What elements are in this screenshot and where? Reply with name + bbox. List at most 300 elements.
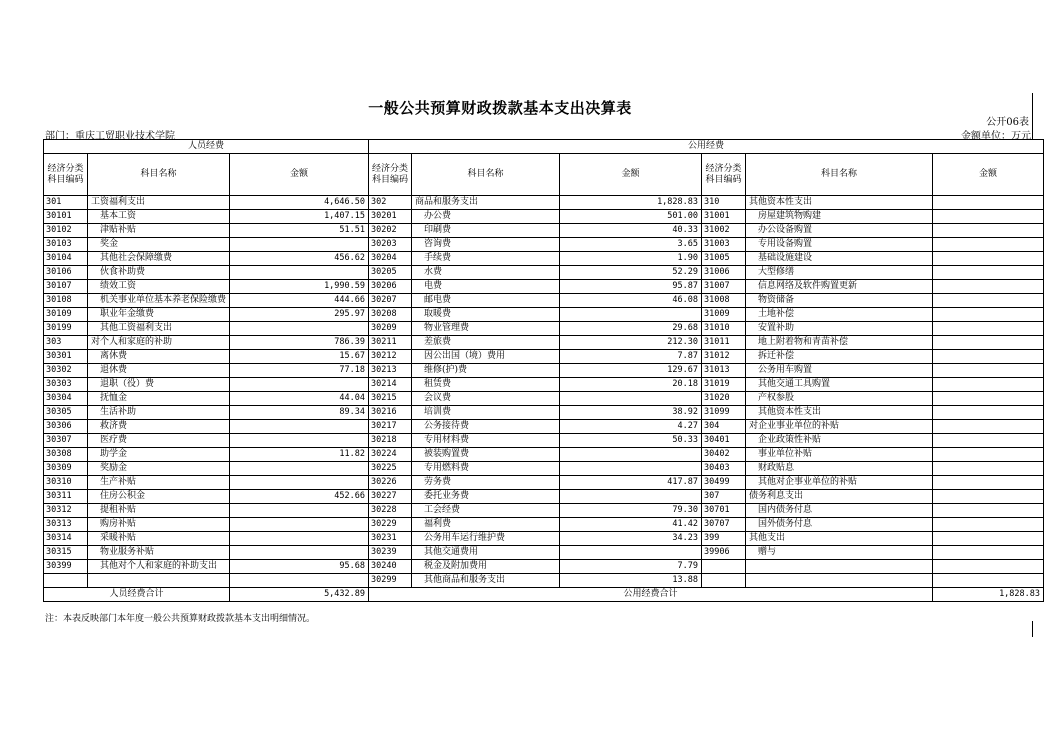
public-b-code-cell: 39906 xyxy=(702,546,746,560)
public-a-amount-cell: 7.87 xyxy=(560,350,702,364)
personnel-code-cell: 30102 xyxy=(44,224,88,238)
public-b-amount-cell xyxy=(933,224,1044,238)
header-amount: 金额 xyxy=(230,154,369,196)
public-a-name-cell: 差旅费 xyxy=(412,336,560,350)
public-a-amount-cell xyxy=(560,392,702,406)
personnel-code-cell: 30303 xyxy=(44,378,88,392)
public-b-code-cell xyxy=(702,574,746,588)
public-a-code-cell: 30202 xyxy=(369,224,412,238)
public-a-amount-cell: 41.42 xyxy=(560,518,702,532)
personnel-code-cell: 30103 xyxy=(44,238,88,252)
public-b-amount-cell xyxy=(933,574,1044,588)
public-b-amount-cell xyxy=(933,378,1044,392)
personnel-amount-cell xyxy=(230,420,369,434)
form-number: 公开06表 xyxy=(986,117,1029,128)
public-b-amount-cell xyxy=(933,406,1044,420)
personnel-code-cell: 30315 xyxy=(44,546,88,560)
public-a-amount-cell: 212.30 xyxy=(560,336,702,350)
personnel-code-cell: 30107 xyxy=(44,280,88,294)
table-row xyxy=(44,196,1044,210)
header-name: 科目名称 xyxy=(412,154,560,196)
public-a-amount-cell: 13.88 xyxy=(560,574,702,588)
public-b-amount-cell xyxy=(933,504,1044,518)
public-a-code-cell: 30217 xyxy=(369,420,412,434)
public-b-name-cell: 土地补偿 xyxy=(746,308,933,322)
personnel-name-cell: 采暖补贴 xyxy=(88,532,230,546)
public-a-amount-cell: 50.33 xyxy=(560,434,702,448)
public-b-name-cell: 办公设备购置 xyxy=(746,224,933,238)
table-row xyxy=(44,420,1044,434)
public-b-amount-cell xyxy=(933,532,1044,546)
column-header-row xyxy=(44,154,1044,196)
public-b-code-cell: 304 xyxy=(702,420,746,434)
public-b-amount-cell xyxy=(933,196,1044,210)
personnel-name-cell: 生活补助 xyxy=(88,406,230,420)
public-a-amount-cell: 79.30 xyxy=(560,504,702,518)
page-title: 一般公共预算财政拨款基本支出决算表 xyxy=(368,99,632,117)
public-b-code-cell: 31002 xyxy=(702,224,746,238)
personnel-code-cell: 30307 xyxy=(44,434,88,448)
public-b-name-cell xyxy=(746,574,933,588)
personnel-name-cell: 医疗费 xyxy=(88,434,230,448)
public-b-amount-cell xyxy=(933,434,1044,448)
public-b-code-cell: 31008 xyxy=(702,294,746,308)
personnel-total-label: 人员经费合计 xyxy=(44,588,230,602)
table-row xyxy=(44,224,1044,238)
personnel-amount-cell xyxy=(230,532,369,546)
public-b-amount-cell xyxy=(933,392,1044,406)
public-b-amount-cell xyxy=(933,364,1044,378)
public-b-code-cell: 31013 xyxy=(702,364,746,378)
public-b-name-cell: 信息网络及软件购置更新 xyxy=(746,280,933,294)
table-row xyxy=(44,378,1044,392)
public-b-amount-cell xyxy=(933,420,1044,434)
public-b-name-cell: 企业政策性补贴 xyxy=(746,434,933,448)
personnel-code-cell: 303 xyxy=(44,336,88,350)
public-a-amount-cell: 20.18 xyxy=(560,378,702,392)
public-a-amount-cell xyxy=(560,490,702,504)
public-a-code-cell: 30231 xyxy=(369,532,412,546)
public-a-amount-cell: 3.65 xyxy=(560,238,702,252)
public-a-code-cell: 30203 xyxy=(369,238,412,252)
table-row xyxy=(44,504,1044,518)
header-amount: 金额 xyxy=(560,154,702,196)
public-a-name-cell: 维修(护)费 xyxy=(412,364,560,378)
public-b-name-cell: 安置补助 xyxy=(746,322,933,336)
personnel-name-cell xyxy=(88,574,230,588)
public-a-code-cell: 30213 xyxy=(369,364,412,378)
table-row xyxy=(44,238,1044,252)
public-a-code-cell: 30216 xyxy=(369,406,412,420)
public-a-amount-cell: 52.29 xyxy=(560,266,702,280)
table-row xyxy=(44,448,1044,462)
personnel-code-cell: 30304 xyxy=(44,392,88,406)
public-a-amount-cell: 4.27 xyxy=(560,420,702,434)
personnel-amount-cell: 4,646.50 xyxy=(230,196,369,210)
table-row xyxy=(44,434,1044,448)
personnel-name-cell: 其他对个人和家庭的补助支出 xyxy=(88,560,230,574)
public-b-code-cell: 31010 xyxy=(702,322,746,336)
public-a-code-cell: 30208 xyxy=(369,308,412,322)
personnel-name-cell: 救济费 xyxy=(88,420,230,434)
public-a-name-cell: 电费 xyxy=(412,280,560,294)
public-a-code-cell: 30204 xyxy=(369,252,412,266)
personnel-code-cell: 301 xyxy=(44,196,88,210)
public-a-code-cell: 30207 xyxy=(369,294,412,308)
public-b-name-cell: 物资储备 xyxy=(746,294,933,308)
public-b-amount-cell xyxy=(933,546,1044,560)
public-b-amount-cell xyxy=(933,490,1044,504)
public-b-name-cell: 其他资本性支出 xyxy=(746,196,933,210)
public-b-amount-cell xyxy=(933,294,1044,308)
personnel-name-cell: 退休费 xyxy=(88,364,230,378)
personnel-name-cell: 对个人和家庭的补助 xyxy=(88,336,230,350)
table-row xyxy=(44,406,1044,420)
personnel-name-cell: 津贴补贴 xyxy=(88,224,230,238)
public-b-code-cell: 30499 xyxy=(702,476,746,490)
personnel-code-cell: 30306 xyxy=(44,420,88,434)
public-a-amount-cell xyxy=(560,448,702,462)
public-b-amount-cell xyxy=(933,462,1044,476)
personnel-amount-cell: 295.97 xyxy=(230,308,369,322)
public-b-name-cell xyxy=(746,560,933,574)
table-row xyxy=(44,476,1044,490)
public-a-amount-cell: 46.08 xyxy=(560,294,702,308)
public-total-label: 公用经费合计 xyxy=(369,588,933,602)
public-a-code-cell: 30229 xyxy=(369,518,412,532)
public-a-code-cell: 30239 xyxy=(369,546,412,560)
public-a-code-cell: 30214 xyxy=(369,378,412,392)
header-amount: 金额 xyxy=(933,154,1044,196)
public-a-amount-cell xyxy=(560,462,702,476)
personnel-code-cell: 30108 xyxy=(44,294,88,308)
public-b-name-cell: 大型修缮 xyxy=(746,266,933,280)
table-row xyxy=(44,252,1044,266)
personnel-name-cell: 离休费 xyxy=(88,350,230,364)
public-b-name-cell: 国外债务付息 xyxy=(746,518,933,532)
public-b-amount-cell xyxy=(933,322,1044,336)
personnel-code-cell: 30312 xyxy=(44,504,88,518)
public-b-amount-cell xyxy=(933,238,1044,252)
personnel-name-cell: 其他工资福利支出 xyxy=(88,322,230,336)
table-row xyxy=(44,574,1044,588)
public-b-code-cell: 399 xyxy=(702,532,746,546)
header-name: 科目名称 xyxy=(746,154,933,196)
public-a-name-cell: 福利费 xyxy=(412,518,560,532)
public-b-name-cell: 对企业事业单位的补贴 xyxy=(746,420,933,434)
personnel-code-cell: 30311 xyxy=(44,490,88,504)
table-row xyxy=(44,294,1044,308)
personnel-name-cell: 生产补贴 xyxy=(88,476,230,490)
table-row xyxy=(44,350,1044,364)
table-row xyxy=(44,392,1044,406)
public-a-name-cell: 邮电费 xyxy=(412,294,560,308)
public-a-name-cell: 工会经费 xyxy=(412,504,560,518)
public-b-code-cell: 31012 xyxy=(702,350,746,364)
public-b-amount-cell xyxy=(933,518,1044,532)
public-a-code-cell: 30226 xyxy=(369,476,412,490)
header-code: 经济分类科目编码 xyxy=(702,154,746,196)
public-b-name-cell: 其他支出 xyxy=(746,532,933,546)
personnel-amount-cell: 11.82 xyxy=(230,448,369,462)
public-a-code-cell: 30299 xyxy=(369,574,412,588)
public-a-amount-cell: 1.90 xyxy=(560,252,702,266)
public-a-amount-cell: 38.92 xyxy=(560,406,702,420)
public-a-amount-cell: 95.87 xyxy=(560,280,702,294)
personnel-code-cell: 30101 xyxy=(44,210,88,224)
personnel-amount-cell xyxy=(230,518,369,532)
personnel-amount-cell: 95.68 xyxy=(230,560,369,574)
public-b-amount-cell xyxy=(933,252,1044,266)
personnel-amount-cell: 44.04 xyxy=(230,392,369,406)
public-a-name-cell: 劳务费 xyxy=(412,476,560,490)
page-edge-line xyxy=(1032,621,1033,637)
public-b-code-cell xyxy=(702,560,746,574)
personnel-name-cell: 退职（役）费 xyxy=(88,378,230,392)
public-a-amount-cell xyxy=(560,308,702,322)
public-a-name-cell: 商品和服务支出 xyxy=(412,196,560,210)
public-b-code-cell: 31011 xyxy=(702,336,746,350)
public-b-code-cell: 30401 xyxy=(702,434,746,448)
public-b-amount-cell xyxy=(933,280,1044,294)
table-row xyxy=(44,490,1044,504)
personnel-amount-cell xyxy=(230,574,369,588)
public-a-amount-cell xyxy=(560,546,702,560)
personnel-name-cell: 物业服务补贴 xyxy=(88,546,230,560)
public-a-amount-cell: 129.67 xyxy=(560,364,702,378)
personnel-name-cell: 伙食补助费 xyxy=(88,266,230,280)
public-a-code-cell: 302 xyxy=(369,196,412,210)
personnel-amount-cell: 51.51 xyxy=(230,224,369,238)
personnel-code-cell: 30309 xyxy=(44,462,88,476)
public-a-code-cell: 30225 xyxy=(369,462,412,476)
personnel-amount-cell xyxy=(230,476,369,490)
personnel-amount-cell xyxy=(230,378,369,392)
personnel-name-cell: 抚恤金 xyxy=(88,392,230,406)
public-b-code-cell: 31003 xyxy=(702,238,746,252)
header-code: 经济分类科目编码 xyxy=(44,154,88,196)
public-a-name-cell: 手续费 xyxy=(412,252,560,266)
public-a-code-cell: 30218 xyxy=(369,434,412,448)
personnel-name-cell: 基本工资 xyxy=(88,210,230,224)
public-b-code-cell: 30402 xyxy=(702,448,746,462)
table-row xyxy=(44,560,1044,574)
public-a-name-cell: 公务用车运行维护费 xyxy=(412,532,560,546)
public-a-code-cell: 30228 xyxy=(369,504,412,518)
public-a-name-cell: 物业管理费 xyxy=(412,322,560,336)
public-a-code-cell: 30205 xyxy=(369,266,412,280)
personnel-amount-cell: 786.39 xyxy=(230,336,369,350)
public-b-name-cell: 其他交通工具购置 xyxy=(746,378,933,392)
personnel-code-cell: 30308 xyxy=(44,448,88,462)
personnel-amount-cell xyxy=(230,546,369,560)
public-a-code-cell: 30212 xyxy=(369,350,412,364)
expenditure-table xyxy=(43,139,1044,602)
public-a-amount-cell: 29.68 xyxy=(560,322,702,336)
public-total-amount: 1,828.83 xyxy=(933,588,1044,602)
personnel-code-cell: 30399 xyxy=(44,560,88,574)
personnel-name-cell: 提租补贴 xyxy=(88,504,230,518)
public-a-name-cell: 印刷费 xyxy=(412,224,560,238)
public-a-name-cell: 其他交通费用 xyxy=(412,546,560,560)
public-a-name-cell: 取暖费 xyxy=(412,308,560,322)
public-b-name-cell: 财政贴息 xyxy=(746,462,933,476)
personnel-total-amount: 5,432.89 xyxy=(230,588,369,602)
table-row xyxy=(44,280,1044,294)
public-a-name-cell: 水费 xyxy=(412,266,560,280)
public-b-name-cell: 债务利息支出 xyxy=(746,490,933,504)
table-row xyxy=(44,322,1044,336)
public-a-code-cell: 30211 xyxy=(369,336,412,350)
public-b-name-cell: 其他对企事业单位的补贴 xyxy=(746,476,933,490)
personnel-code-cell: 30104 xyxy=(44,252,88,266)
public-b-name-cell: 专用设备购置 xyxy=(746,238,933,252)
header-code: 经济分类科目编码 xyxy=(369,154,412,196)
public-a-amount-cell: 501.00 xyxy=(560,210,702,224)
public-b-amount-cell xyxy=(933,448,1044,462)
public-a-amount-cell: 34.23 xyxy=(560,532,702,546)
group-public: 公用经费 xyxy=(369,140,1044,154)
personnel-amount-cell: 452.66 xyxy=(230,490,369,504)
public-b-name-cell: 赠与 xyxy=(746,546,933,560)
public-b-name-cell: 公务用车购置 xyxy=(746,364,933,378)
public-b-amount-cell xyxy=(933,336,1044,350)
public-a-code-cell: 30224 xyxy=(369,448,412,462)
public-a-code-cell: 30206 xyxy=(369,280,412,294)
personnel-name-cell: 绩效工资 xyxy=(88,280,230,294)
page-edge-line xyxy=(1032,93,1033,139)
public-b-name-cell: 房屋建筑物购建 xyxy=(746,210,933,224)
public-b-code-cell: 30701 xyxy=(702,504,746,518)
personnel-amount-cell xyxy=(230,434,369,448)
personnel-amount-cell: 444.66 xyxy=(230,294,369,308)
public-b-code-cell: 31020 xyxy=(702,392,746,406)
public-b-amount-cell xyxy=(933,210,1044,224)
personnel-name-cell: 职业年金缴费 xyxy=(88,308,230,322)
public-b-code-cell: 30707 xyxy=(702,518,746,532)
personnel-code-cell: 30313 xyxy=(44,518,88,532)
table-row xyxy=(44,518,1044,532)
public-a-code-cell: 30209 xyxy=(369,322,412,336)
public-a-name-cell: 其他商品和服务支出 xyxy=(412,574,560,588)
header-name: 科目名称 xyxy=(88,154,230,196)
personnel-name-cell: 住房公积金 xyxy=(88,490,230,504)
public-a-name-cell: 会议费 xyxy=(412,392,560,406)
personnel-amount-cell: 89.34 xyxy=(230,406,369,420)
group-personnel: 人员经费 xyxy=(44,140,369,154)
personnel-amount-cell xyxy=(230,266,369,280)
public-a-code-cell: 30215 xyxy=(369,392,412,406)
public-b-code-cell: 31006 xyxy=(702,266,746,280)
personnel-amount-cell xyxy=(230,504,369,518)
table-row xyxy=(44,308,1044,322)
personnel-amount-cell: 77.18 xyxy=(230,364,369,378)
public-b-name-cell: 事业单位补贴 xyxy=(746,448,933,462)
personnel-code-cell: 30305 xyxy=(44,406,88,420)
public-a-name-cell: 税金及附加费用 xyxy=(412,560,560,574)
personnel-amount-cell xyxy=(230,462,369,476)
table-row xyxy=(44,210,1044,224)
public-b-amount-cell xyxy=(933,308,1044,322)
public-b-name-cell: 国内债务付息 xyxy=(746,504,933,518)
personnel-code-cell: 30199 xyxy=(44,322,88,336)
public-b-code-cell: 31019 xyxy=(702,378,746,392)
public-a-name-cell: 租赁费 xyxy=(412,378,560,392)
personnel-amount-cell xyxy=(230,322,369,336)
public-b-name-cell: 产权参股 xyxy=(746,392,933,406)
public-a-name-cell: 委托业务费 xyxy=(412,490,560,504)
public-b-code-cell: 31099 xyxy=(702,406,746,420)
public-b-code-cell: 31009 xyxy=(702,308,746,322)
footnote: 注：本表反映部门本年度一般公共预算财政拨款基本支出明细情况。 xyxy=(45,614,316,624)
table-row xyxy=(44,462,1044,476)
public-a-name-cell: 咨询费 xyxy=(412,238,560,252)
personnel-code-cell: 30314 xyxy=(44,532,88,546)
public-b-code-cell: 310 xyxy=(702,196,746,210)
personnel-code-cell xyxy=(44,574,88,588)
table-row xyxy=(44,364,1044,378)
public-b-code-cell: 31001 xyxy=(702,210,746,224)
table-row xyxy=(44,532,1044,546)
group-header-row xyxy=(44,140,1044,154)
public-a-amount-cell: 1,828.83 xyxy=(560,196,702,210)
public-a-name-cell: 被装购置费 xyxy=(412,448,560,462)
personnel-amount-cell: 1,407.15 xyxy=(230,210,369,224)
public-a-name-cell: 专用燃料费 xyxy=(412,462,560,476)
table-row xyxy=(44,336,1044,350)
public-a-amount-cell: 417.87 xyxy=(560,476,702,490)
public-a-amount-cell: 7.79 xyxy=(560,560,702,574)
public-b-name-cell: 地上附着物和青苗补偿 xyxy=(746,336,933,350)
totals-row xyxy=(44,588,1044,602)
public-a-name-cell: 因公出国（境）费用 xyxy=(412,350,560,364)
public-b-amount-cell xyxy=(933,350,1044,364)
public-a-name-cell: 培训费 xyxy=(412,406,560,420)
personnel-code-cell: 30302 xyxy=(44,364,88,378)
personnel-name-cell: 工资福利支出 xyxy=(88,196,230,210)
personnel-amount-cell xyxy=(230,238,369,252)
table-row xyxy=(44,546,1044,560)
public-b-name-cell: 拆迁补偿 xyxy=(746,350,933,364)
personnel-amount-cell: 1,990.59 xyxy=(230,280,369,294)
public-b-code-cell: 31007 xyxy=(702,280,746,294)
public-b-amount-cell xyxy=(933,476,1044,490)
personnel-amount-cell: 456.62 xyxy=(230,252,369,266)
personnel-name-cell: 奖金 xyxy=(88,238,230,252)
public-a-amount-cell: 40.33 xyxy=(560,224,702,238)
public-a-code-cell: 30240 xyxy=(369,560,412,574)
public-b-code-cell: 307 xyxy=(702,490,746,504)
public-b-code-cell: 30403 xyxy=(702,462,746,476)
personnel-code-cell: 30301 xyxy=(44,350,88,364)
public-a-code-cell: 30227 xyxy=(369,490,412,504)
public-b-amount-cell xyxy=(933,266,1044,280)
public-b-name-cell: 其他资本性支出 xyxy=(746,406,933,420)
personnel-name-cell: 购房补贴 xyxy=(88,518,230,532)
public-b-code-cell: 31005 xyxy=(702,252,746,266)
personnel-code-cell: 30109 xyxy=(44,308,88,322)
public-a-name-cell: 公务接待费 xyxy=(412,420,560,434)
public-a-name-cell: 专用材料费 xyxy=(412,434,560,448)
personnel-code-cell: 30106 xyxy=(44,266,88,280)
personnel-name-cell: 机关事业单位基本养老保险缴费 xyxy=(88,294,230,308)
public-b-name-cell: 基础设施建设 xyxy=(746,252,933,266)
table-row xyxy=(44,266,1044,280)
personnel-name-cell: 助学金 xyxy=(88,448,230,462)
personnel-name-cell: 其他社会保障缴费 xyxy=(88,252,230,266)
public-a-name-cell: 办公费 xyxy=(412,210,560,224)
department-label: 部门：重庆工贸职业技术学院 xyxy=(45,131,175,142)
